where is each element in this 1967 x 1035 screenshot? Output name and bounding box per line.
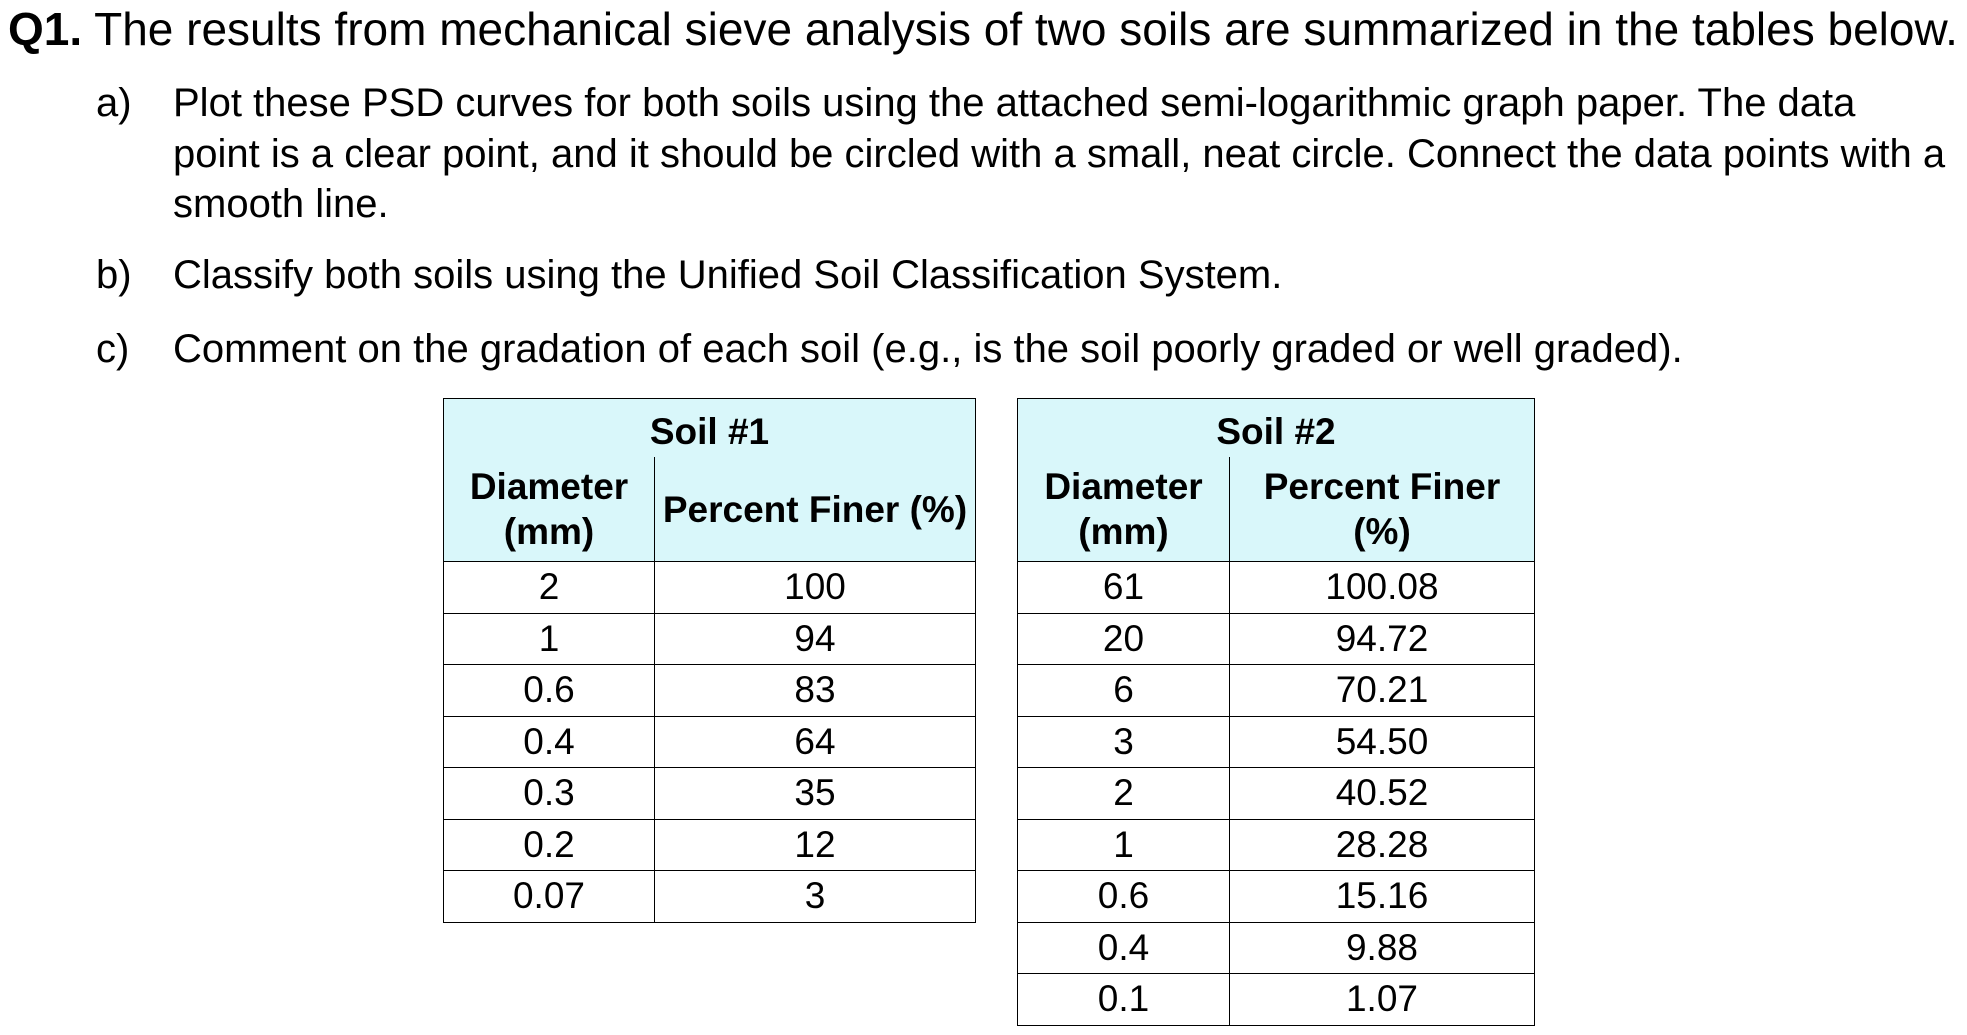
- table-row: [444, 819, 976, 871]
- table-row: [444, 562, 976, 614]
- diameter-cell: 0.4: [1018, 922, 1230, 974]
- diameter-cell: 0.2: [444, 819, 655, 871]
- diameter-cell: 0.6: [1018, 871, 1230, 923]
- percent-finer-cell: 100: [655, 562, 976, 614]
- table-row: [1018, 922, 1535, 974]
- diameter-cell: 6: [1018, 665, 1230, 717]
- diameter-cell: 0.1: [1018, 974, 1230, 1026]
- percent-finer-cell: 1.07: [1230, 974, 1535, 1026]
- part-b-label: b): [96, 253, 132, 297]
- soil-2-table: [1017, 398, 1535, 1026]
- percent-finer-cell: 15.16: [1230, 871, 1535, 923]
- diameter-cell: 3: [1018, 716, 1230, 768]
- diameter-cell: 2: [444, 562, 655, 614]
- table-row: [1018, 716, 1535, 768]
- soil-1-percent-header: Percent Finer (%): [655, 457, 976, 562]
- diameter-cell: 61: [1018, 562, 1230, 614]
- percent-finer-cell: 40.52: [1230, 768, 1535, 820]
- soil-1-table: [443, 398, 976, 923]
- diameter-cell: 0.6: [444, 665, 655, 717]
- table-row: [1018, 613, 1535, 665]
- table-row: [1018, 871, 1535, 923]
- percent-finer-cell: 70.21: [1230, 665, 1535, 717]
- diameter-cell: 20: [1018, 613, 1230, 665]
- diameter-cell: 1: [1018, 819, 1230, 871]
- soil-2-body: [1018, 562, 1535, 1026]
- percent-finer-cell: 3: [655, 871, 976, 923]
- diameter-cell: 0.3: [444, 768, 655, 820]
- soil-2-diameter-header: Diameter (mm): [1018, 457, 1230, 562]
- question-text: The results from mechanical sieve analysis of two soils are summarized in the tables below.: [94, 3, 1958, 55]
- diameter-cell: 2: [1018, 768, 1230, 820]
- percent-finer-cell: 12: [655, 819, 976, 871]
- percent-finer-cell: 94: [655, 613, 976, 665]
- percent-finer-cell: 9.88: [1230, 922, 1535, 974]
- diameter-cell: 0.4: [444, 716, 655, 768]
- table-row: [1018, 819, 1535, 871]
- percent-finer-cell: 83: [655, 665, 976, 717]
- percent-finer-cell: 94.72: [1230, 613, 1535, 665]
- diameter-cell: 0.07: [444, 871, 655, 923]
- part-c-text: Comment on the gradation of each soil (e.g., is the soil poorly graded or well graded).: [173, 327, 1683, 371]
- table-row: [444, 768, 976, 820]
- table-row: [1018, 974, 1535, 1026]
- table-row: [1018, 562, 1535, 614]
- table-row: [444, 613, 976, 665]
- table-row: [444, 871, 976, 923]
- table-row: [1018, 665, 1535, 717]
- soil-2-percent-header: Percent Finer (%): [1230, 457, 1535, 562]
- question-heading: [8, 0, 1958, 58]
- part-a-text: Plot these PSD curves for both soils using the attached semi-logarithmic graph paper. The data point is a clear point, and it should be circled with a small, neat circle. Connect the data points with a smooth line.: [173, 81, 1946, 226]
- soil-1-body: [444, 562, 976, 923]
- part-b-text: Classify both soils using the Unified Soil Classification System.: [173, 253, 1283, 297]
- table-row: [1018, 768, 1535, 820]
- soil-1-title: Soil #1: [444, 399, 976, 458]
- percent-finer-cell: 28.28: [1230, 819, 1535, 871]
- question-number: Q1.: [8, 3, 83, 55]
- part-a-label: a): [96, 81, 132, 125]
- percent-finer-cell: 54.50: [1230, 716, 1535, 768]
- percent-finer-cell: 100.08: [1230, 562, 1535, 614]
- soil-1-diameter-header: Diameter (mm): [444, 457, 655, 562]
- diameter-cell: 1: [444, 613, 655, 665]
- part-c-label: c): [96, 327, 130, 371]
- percent-finer-cell: 35: [655, 768, 976, 820]
- table-row: [444, 665, 976, 717]
- soil-2-title: Soil #2: [1018, 399, 1535, 458]
- percent-finer-cell: 64: [655, 716, 976, 768]
- table-row: [444, 716, 976, 768]
